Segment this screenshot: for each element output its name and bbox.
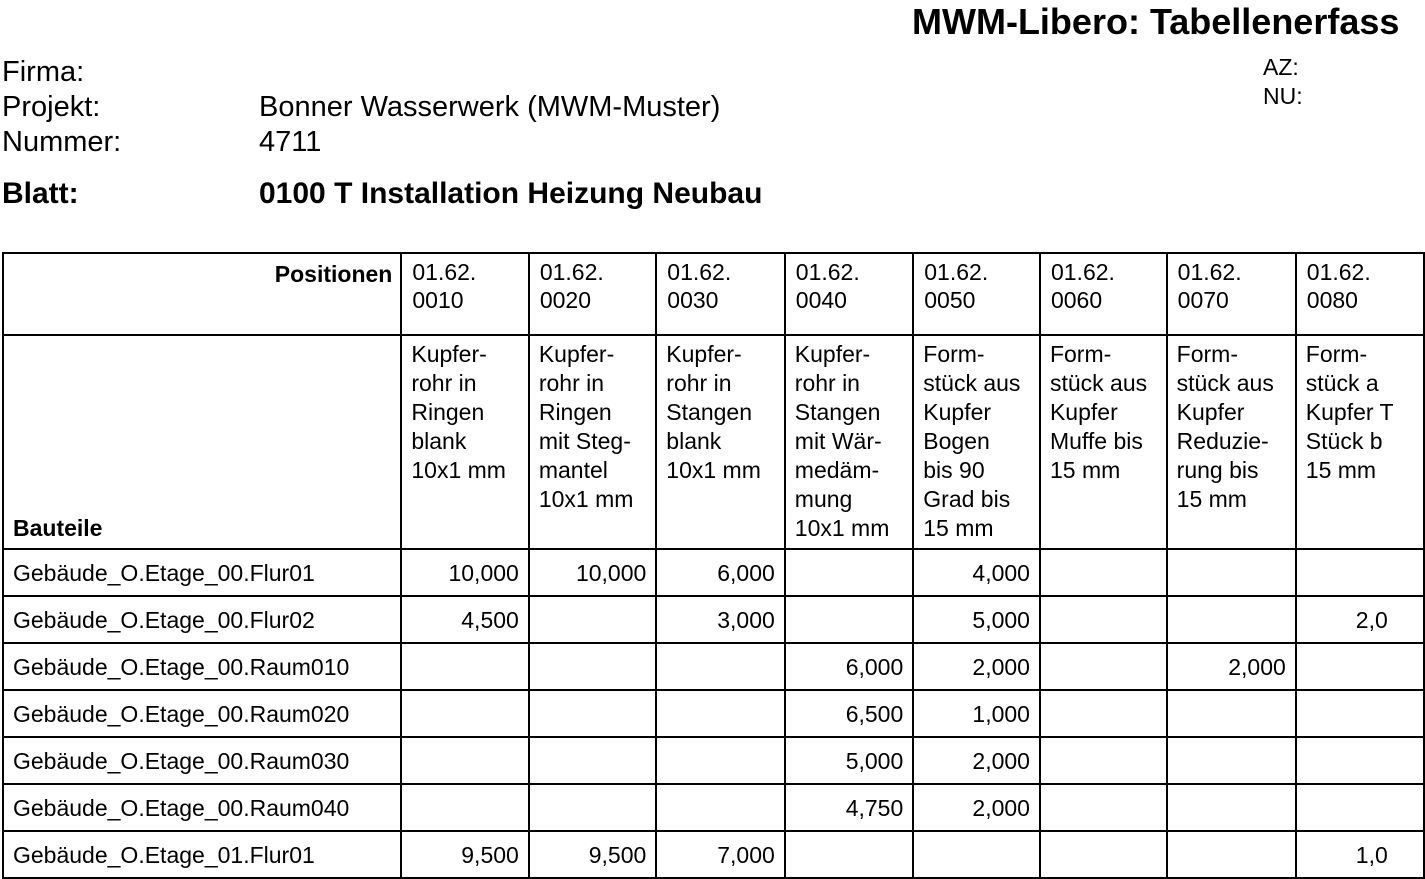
table-row xyxy=(3,690,1424,737)
table-row xyxy=(3,596,1424,643)
table-row xyxy=(3,549,1424,596)
quantity-cell[interactable] xyxy=(401,690,528,737)
position-description: Kupfer- rohr in Stangen mit Wär- medäm- mung 10x1 mm xyxy=(785,335,913,549)
position-description: Kupfer- rohr in Ringen blank 10x1 mm xyxy=(401,335,528,549)
quantity-cell[interactable] xyxy=(1296,690,1424,737)
position-number: 01.62. 0010 xyxy=(401,253,528,335)
quantity-cell[interactable] xyxy=(656,643,784,690)
bauteil-label: Gebäude_O.Etage_00.Flur01 xyxy=(3,549,401,596)
quantity-cell[interactable] xyxy=(529,784,656,831)
positionen-header: Positionen xyxy=(3,253,401,335)
quantity-cell[interactable] xyxy=(656,690,784,737)
position-number-row xyxy=(3,253,1424,335)
bauteil-label: Gebäude_O.Etage_01.Flur01 xyxy=(3,831,401,878)
quantity-cell[interactable]: 4,000 xyxy=(913,549,1040,596)
table-row xyxy=(3,737,1424,784)
quantity-cell[interactable] xyxy=(656,784,784,831)
firma-label: Firma: xyxy=(2,56,85,88)
quantity-cell[interactable] xyxy=(1296,643,1424,690)
quantity-cell[interactable]: 1,000 xyxy=(913,690,1040,737)
position-description: Form- stück aus Kupfer Reduzie- rung bis 15 mm xyxy=(1167,335,1296,549)
quantity-cell[interactable] xyxy=(913,831,1040,878)
quantity-table xyxy=(2,252,1425,879)
quantity-cell[interactable]: 1,0 xyxy=(1296,831,1424,878)
nummer-value: 4711 xyxy=(259,126,322,158)
quantity-cell[interactable] xyxy=(1040,596,1167,643)
bauteil-label: Gebäude_O.Etage_00.Raum030 xyxy=(3,737,401,784)
quantity-cell[interactable] xyxy=(1040,784,1167,831)
position-number: 01.62. 0080 xyxy=(1296,253,1424,335)
quantity-cell[interactable]: 2,000 xyxy=(913,737,1040,784)
bauteil-label: Gebäude_O.Etage_00.Flur02 xyxy=(3,596,401,643)
bauteile-header: Bauteile xyxy=(3,335,401,549)
quantity-cell[interactable] xyxy=(1167,784,1296,831)
quantity-cell[interactable] xyxy=(1040,831,1167,878)
quantity-cell[interactable] xyxy=(401,643,528,690)
position-description: Kupfer- rohr in Stangen blank 10x1 mm xyxy=(656,335,784,549)
quantity-cell[interactable] xyxy=(1296,784,1424,831)
nummer-label: Nummer: xyxy=(2,126,122,158)
quantity-cell[interactable]: 5,000 xyxy=(785,737,913,784)
projekt-value: Bonner Wasserwerk (MWM-Muster) xyxy=(259,91,721,123)
quantity-cell[interactable]: 7,000 xyxy=(656,831,784,878)
quantity-cell[interactable] xyxy=(529,737,656,784)
position-number: 01.62. 0070 xyxy=(1167,253,1296,335)
quantity-cell[interactable] xyxy=(1040,549,1167,596)
quantity-cell[interactable]: 10,000 xyxy=(529,549,656,596)
quantity-cell[interactable] xyxy=(656,737,784,784)
quantity-cell[interactable] xyxy=(1167,549,1296,596)
quantity-cell[interactable] xyxy=(529,690,656,737)
quantity-cell[interactable] xyxy=(529,596,656,643)
bauteil-label: Gebäude_O.Etage_00.Raum040 xyxy=(3,784,401,831)
quantity-cell[interactable]: 6,000 xyxy=(656,549,784,596)
position-number: 01.62. 0030 xyxy=(656,253,784,335)
quantity-cell[interactable] xyxy=(785,596,913,643)
quantity-cell[interactable] xyxy=(1040,643,1167,690)
bauteil-label: Gebäude_O.Etage_00.Raum020 xyxy=(3,690,401,737)
quantity-cell[interactable]: 10,000 xyxy=(401,549,528,596)
projekt-label: Projekt: xyxy=(2,91,101,123)
quantity-cell[interactable]: 2,0 xyxy=(1296,596,1424,643)
blatt-value: 0100 T Installation Heizung Neubau xyxy=(259,177,763,210)
quantity-cell[interactable]: 5,000 xyxy=(913,596,1040,643)
position-number: 01.62. 0060 xyxy=(1040,253,1167,335)
quantity-cell[interactable]: 2,000 xyxy=(1167,643,1296,690)
quantity-cell[interactable] xyxy=(1167,831,1296,878)
quantity-cell[interactable] xyxy=(401,784,528,831)
bauteil-label: Gebäude_O.Etage_00.Raum010 xyxy=(3,643,401,690)
quantity-cell[interactable] xyxy=(1167,737,1296,784)
quantity-cell[interactable]: 2,000 xyxy=(913,643,1040,690)
table-row xyxy=(3,831,1424,878)
quantity-cell[interactable]: 2,000 xyxy=(913,784,1040,831)
position-number: 01.62. 0040 xyxy=(785,253,913,335)
quantity-cell[interactable]: 6,000 xyxy=(785,643,913,690)
quantity-cell[interactable] xyxy=(785,549,913,596)
position-description: Form- stück aus Kupfer Bogen bis 90 Grad bis 15 mm xyxy=(913,335,1040,549)
document-title: MWM-Libero: Tabellenerfass xyxy=(912,1,1400,42)
blatt-label: Blatt: xyxy=(2,177,79,210)
table-row xyxy=(3,784,1424,831)
position-description-row xyxy=(3,335,1424,549)
quantity-cell[interactable] xyxy=(1040,690,1167,737)
position-number: 01.62. 0050 xyxy=(913,253,1040,335)
position-description: Kupfer- rohr in Ringen mit Steg- mantel 10x1 mm xyxy=(529,335,656,549)
quantity-cell[interactable] xyxy=(1167,596,1296,643)
quantity-cell[interactable]: 9,500 xyxy=(401,831,528,878)
quantity-cell[interactable] xyxy=(401,737,528,784)
position-description: Form- stück aus Kupfer Muffe bis 15 mm xyxy=(1040,335,1167,549)
table-row xyxy=(3,643,1424,690)
nu-label: NU: xyxy=(1263,83,1303,109)
quantity-cell[interactable]: 9,500 xyxy=(529,831,656,878)
quantity-cell[interactable]: 3,000 xyxy=(656,596,784,643)
quantity-cell[interactable] xyxy=(1167,690,1296,737)
quantity-cell[interactable] xyxy=(1296,737,1424,784)
az-label: AZ: xyxy=(1263,54,1299,80)
quantity-cell[interactable] xyxy=(785,831,913,878)
quantity-cell[interactable]: 4,750 xyxy=(785,784,913,831)
quantity-cell[interactable] xyxy=(1296,549,1424,596)
quantity-cell[interactable]: 6,500 xyxy=(785,690,913,737)
quantity-cell[interactable] xyxy=(1040,737,1167,784)
position-number: 01.62. 0020 xyxy=(529,253,656,335)
position-description: Form- stück a Kupfer T Stück b 15 mm xyxy=(1296,335,1424,549)
quantity-cell[interactable]: 4,500 xyxy=(401,596,528,643)
quantity-cell[interactable] xyxy=(529,643,656,690)
